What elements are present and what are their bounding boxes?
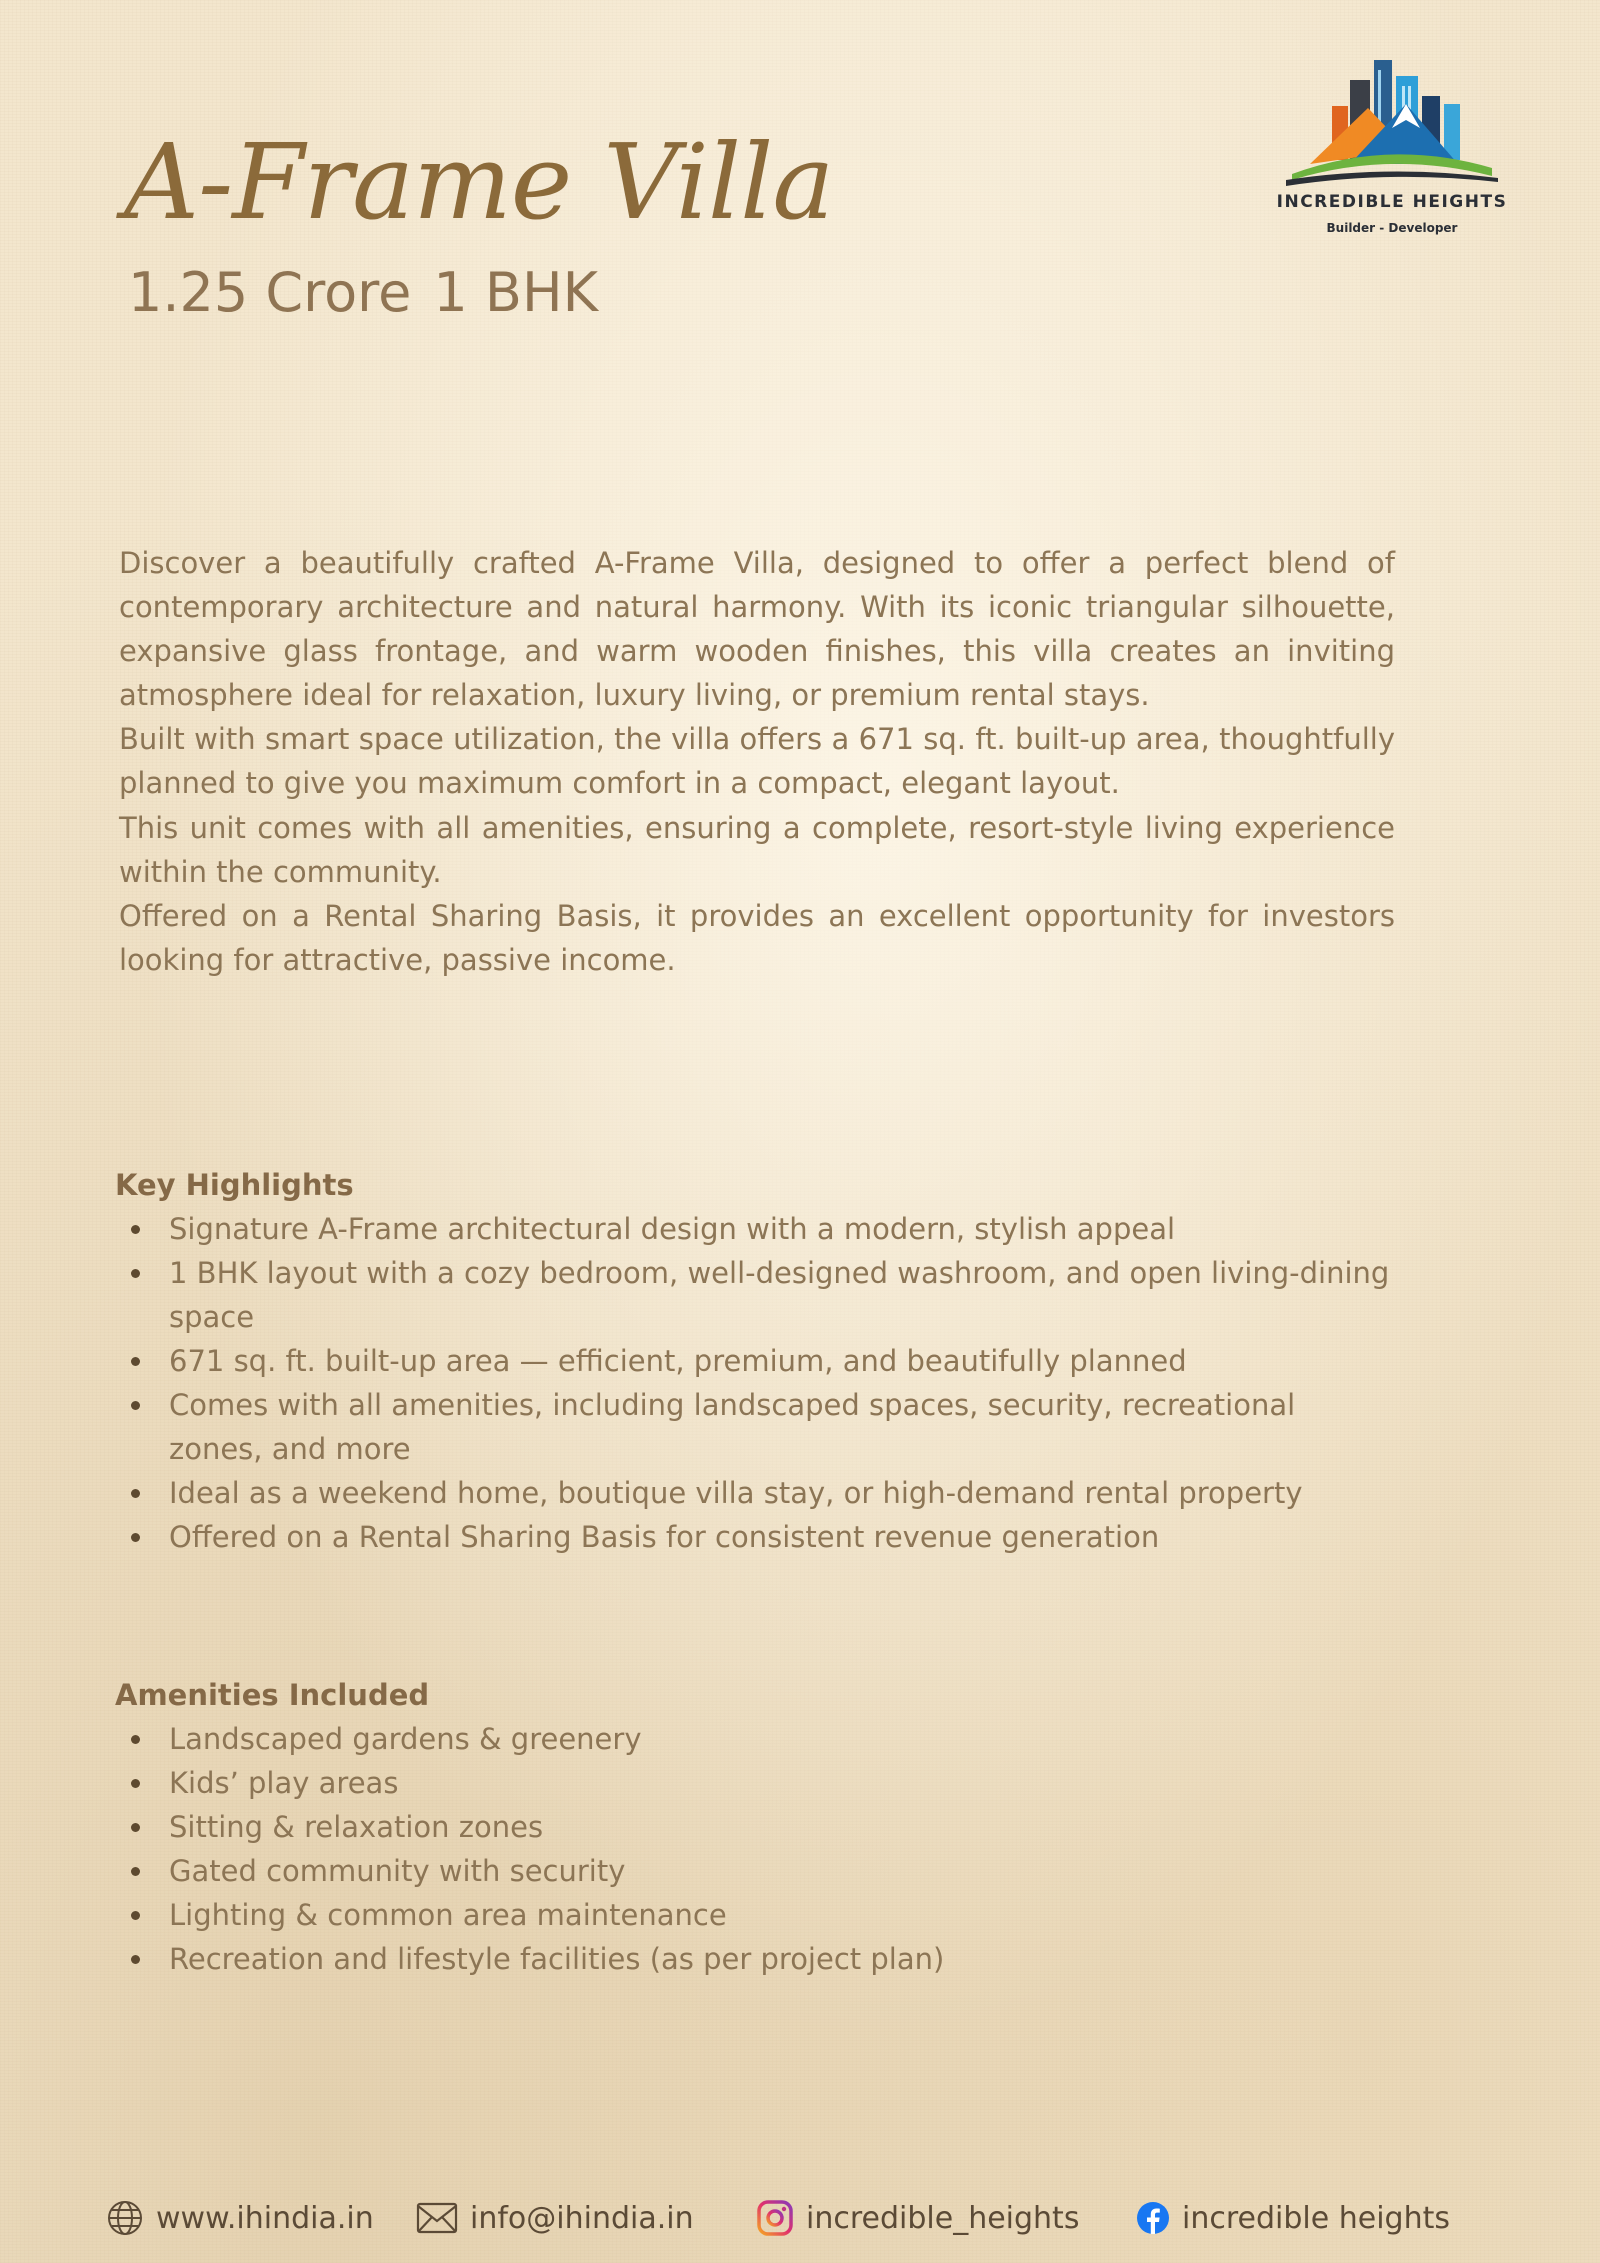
amenities-list	[115, 1717, 1395, 1981]
description	[119, 541, 1395, 982]
list-item: Sitting & relaxation zones	[115, 1805, 1395, 1849]
globe-icon	[106, 2199, 144, 2237]
page-title: A-Frame Villa	[124, 121, 834, 243]
bhk-config: 1 BHK	[433, 261, 598, 324]
description-paragraph: Offered on a Rental Sharing Basis, it provides an excellent opportunity for investors looking for attractive, passive income.	[119, 898, 1395, 977]
list-item: Kids’ play areas	[115, 1761, 1395, 1805]
website-link[interactable]	[106, 2196, 374, 2240]
envelope-icon	[416, 2202, 458, 2234]
website-text: www.ihindia.in	[156, 2200, 374, 2236]
list-item: Lighting & common area maintenance	[115, 1893, 1395, 1937]
facebook-icon	[1136, 2201, 1170, 2235]
amenities-heading: Amenities Included	[115, 1678, 430, 1712]
brand-name: INCREDIBLE HEIGHTS	[1276, 192, 1508, 212]
facebook-page: incredible heights	[1182, 2200, 1450, 2236]
list-item: Landscaped gardens & greenery	[115, 1717, 1395, 1761]
list-item: Signature A-Frame architectural design with a modern, stylish appeal	[115, 1207, 1395, 1251]
list-item: Comes with all amenities, including landscaped spaces, security, recreational zones, and more	[115, 1383, 1395, 1471]
list-item: Ideal as a weekend home, boutique villa stay, or high-demand rental property	[115, 1471, 1395, 1515]
facebook-link[interactable]	[1136, 2196, 1450, 2240]
price: 1.25 Crore	[128, 261, 412, 324]
instagram-link[interactable]	[756, 2196, 1079, 2240]
list-item: 1 BHK layout with a cozy bedroom, well-designed washroom, and open living-dining space	[115, 1251, 1395, 1339]
brand-tagline: Builder - Developer	[1326, 221, 1458, 235]
price-config-subtitle	[128, 258, 598, 328]
description-paragraph: This unit comes with all amenities, ensuring a complete, resort-style living experience within the community.	[119, 810, 1395, 889]
description-paragraph: Built with smart space utilization, the villa offers a 671 sq. ft. built-up area, thoughtfully planned to give you maximum comfort in a compact, elegant layout.	[119, 722, 1395, 801]
description-paragraph: Discover a beautifully crafted A-Frame Villa, designed to offer a perfect blend of contemporary architecture and natural harmony. With its iconic triangular silhouette, expansive glass frontage, and warm wooden finishes, this villa creates an inviting atmosphere ideal for relaxation, luxury living, or premium rental stays.	[119, 546, 1395, 713]
list-item: 671 sq. ft. built-up area — efficient, premium, and beautifully planned	[115, 1339, 1395, 1383]
key-highlights-heading: Key Highlights	[115, 1168, 354, 1202]
instagram-icon	[756, 2199, 794, 2237]
email-text: info@ihindia.in	[470, 2200, 694, 2236]
instagram-handle: incredible_heights	[806, 2200, 1080, 2236]
list-item: Recreation and lifestyle facilities (as per project plan)	[115, 1937, 1395, 1981]
list-item: Offered on a Rental Sharing Basis for consistent revenue generation	[115, 1515, 1395, 1559]
city-skyline-icon	[1280, 46, 1504, 192]
key-highlights-list	[115, 1207, 1395, 1559]
list-item: Gated community with security	[115, 1849, 1395, 1893]
email-link[interactable]	[416, 2196, 694, 2240]
brand-logo	[1262, 46, 1522, 246]
